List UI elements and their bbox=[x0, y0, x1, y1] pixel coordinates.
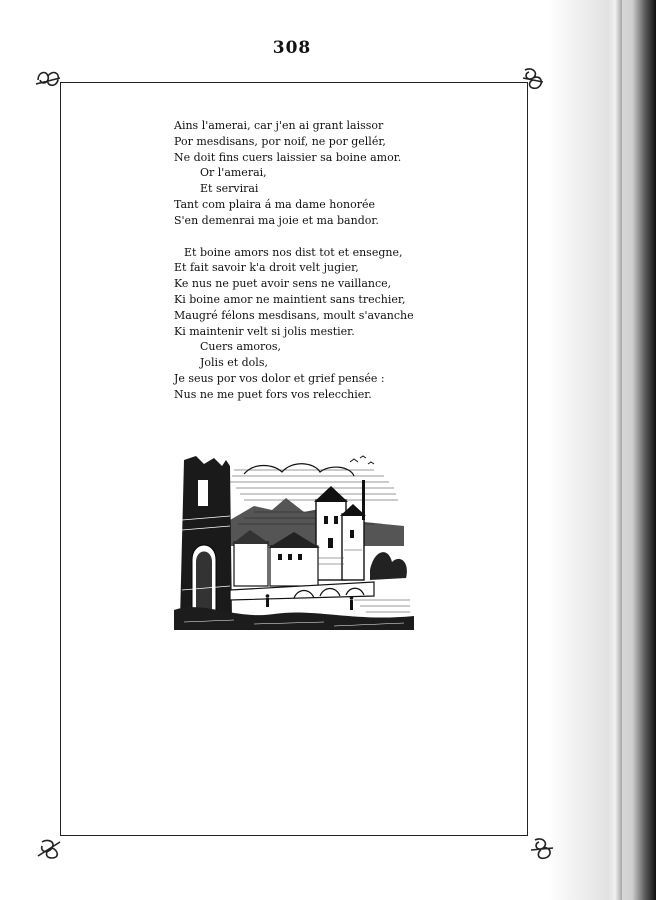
poem-stanza-2 bbox=[174, 245, 474, 403]
page-number: 308 bbox=[272, 38, 312, 58]
page-spine-shadow bbox=[548, 0, 656, 900]
poem-line: S'en demenrai ma joie et ma bandor. bbox=[174, 213, 379, 227]
castle-engraving-illustration bbox=[174, 450, 414, 630]
corner-ornament-bottom-left-icon bbox=[36, 834, 64, 862]
corner-ornament-top-left-icon bbox=[34, 66, 62, 94]
poem-line: Et servirai bbox=[200, 182, 259, 196]
poem-line: Maugré félons mesdisans, moult s'avanche bbox=[174, 308, 414, 322]
poem-line: Ki boine amor ne maintient sans trechier, bbox=[174, 292, 406, 306]
poem-line: Ke nus ne puet avoir sens ne vaillance, bbox=[174, 277, 392, 291]
poem-line: Por mesdisans, por noif, ne por gellér, bbox=[174, 134, 386, 148]
poem-text bbox=[174, 118, 474, 403]
poem-line: Ki maintenir velt si jolis mestier. bbox=[174, 324, 355, 338]
poem-line: Ains l'amerai, car j'en ai grant laissor bbox=[174, 119, 384, 132]
poem-line: Tant com plaira á ma dame honorée bbox=[174, 197, 375, 211]
poem-line: Et fait savoir k'a droit velt jugier, bbox=[174, 261, 359, 275]
poem-line: Et boine amors nos dist tot et ensegne, bbox=[184, 245, 403, 259]
poem-line: Nus ne me puet fors vos relecchier. bbox=[174, 387, 372, 401]
poem-stanza-1 bbox=[174, 118, 474, 229]
poem-line: Cuers amoros, bbox=[200, 340, 282, 354]
corner-ornament-top-right-icon bbox=[519, 64, 547, 92]
poem-line: Or l'amerai, bbox=[200, 166, 267, 180]
castle-engraving-svg bbox=[174, 450, 414, 630]
poem-line: Ne doit fins cuers laissier sa boine amor. bbox=[174, 150, 402, 164]
poem-line: Je seus por vos dolor et grief pensée : bbox=[174, 371, 385, 385]
page-fold-highlight bbox=[608, 0, 622, 900]
poem-line: Jolis et dols, bbox=[200, 356, 268, 370]
corner-ornament-bottom-right-icon bbox=[527, 834, 555, 862]
